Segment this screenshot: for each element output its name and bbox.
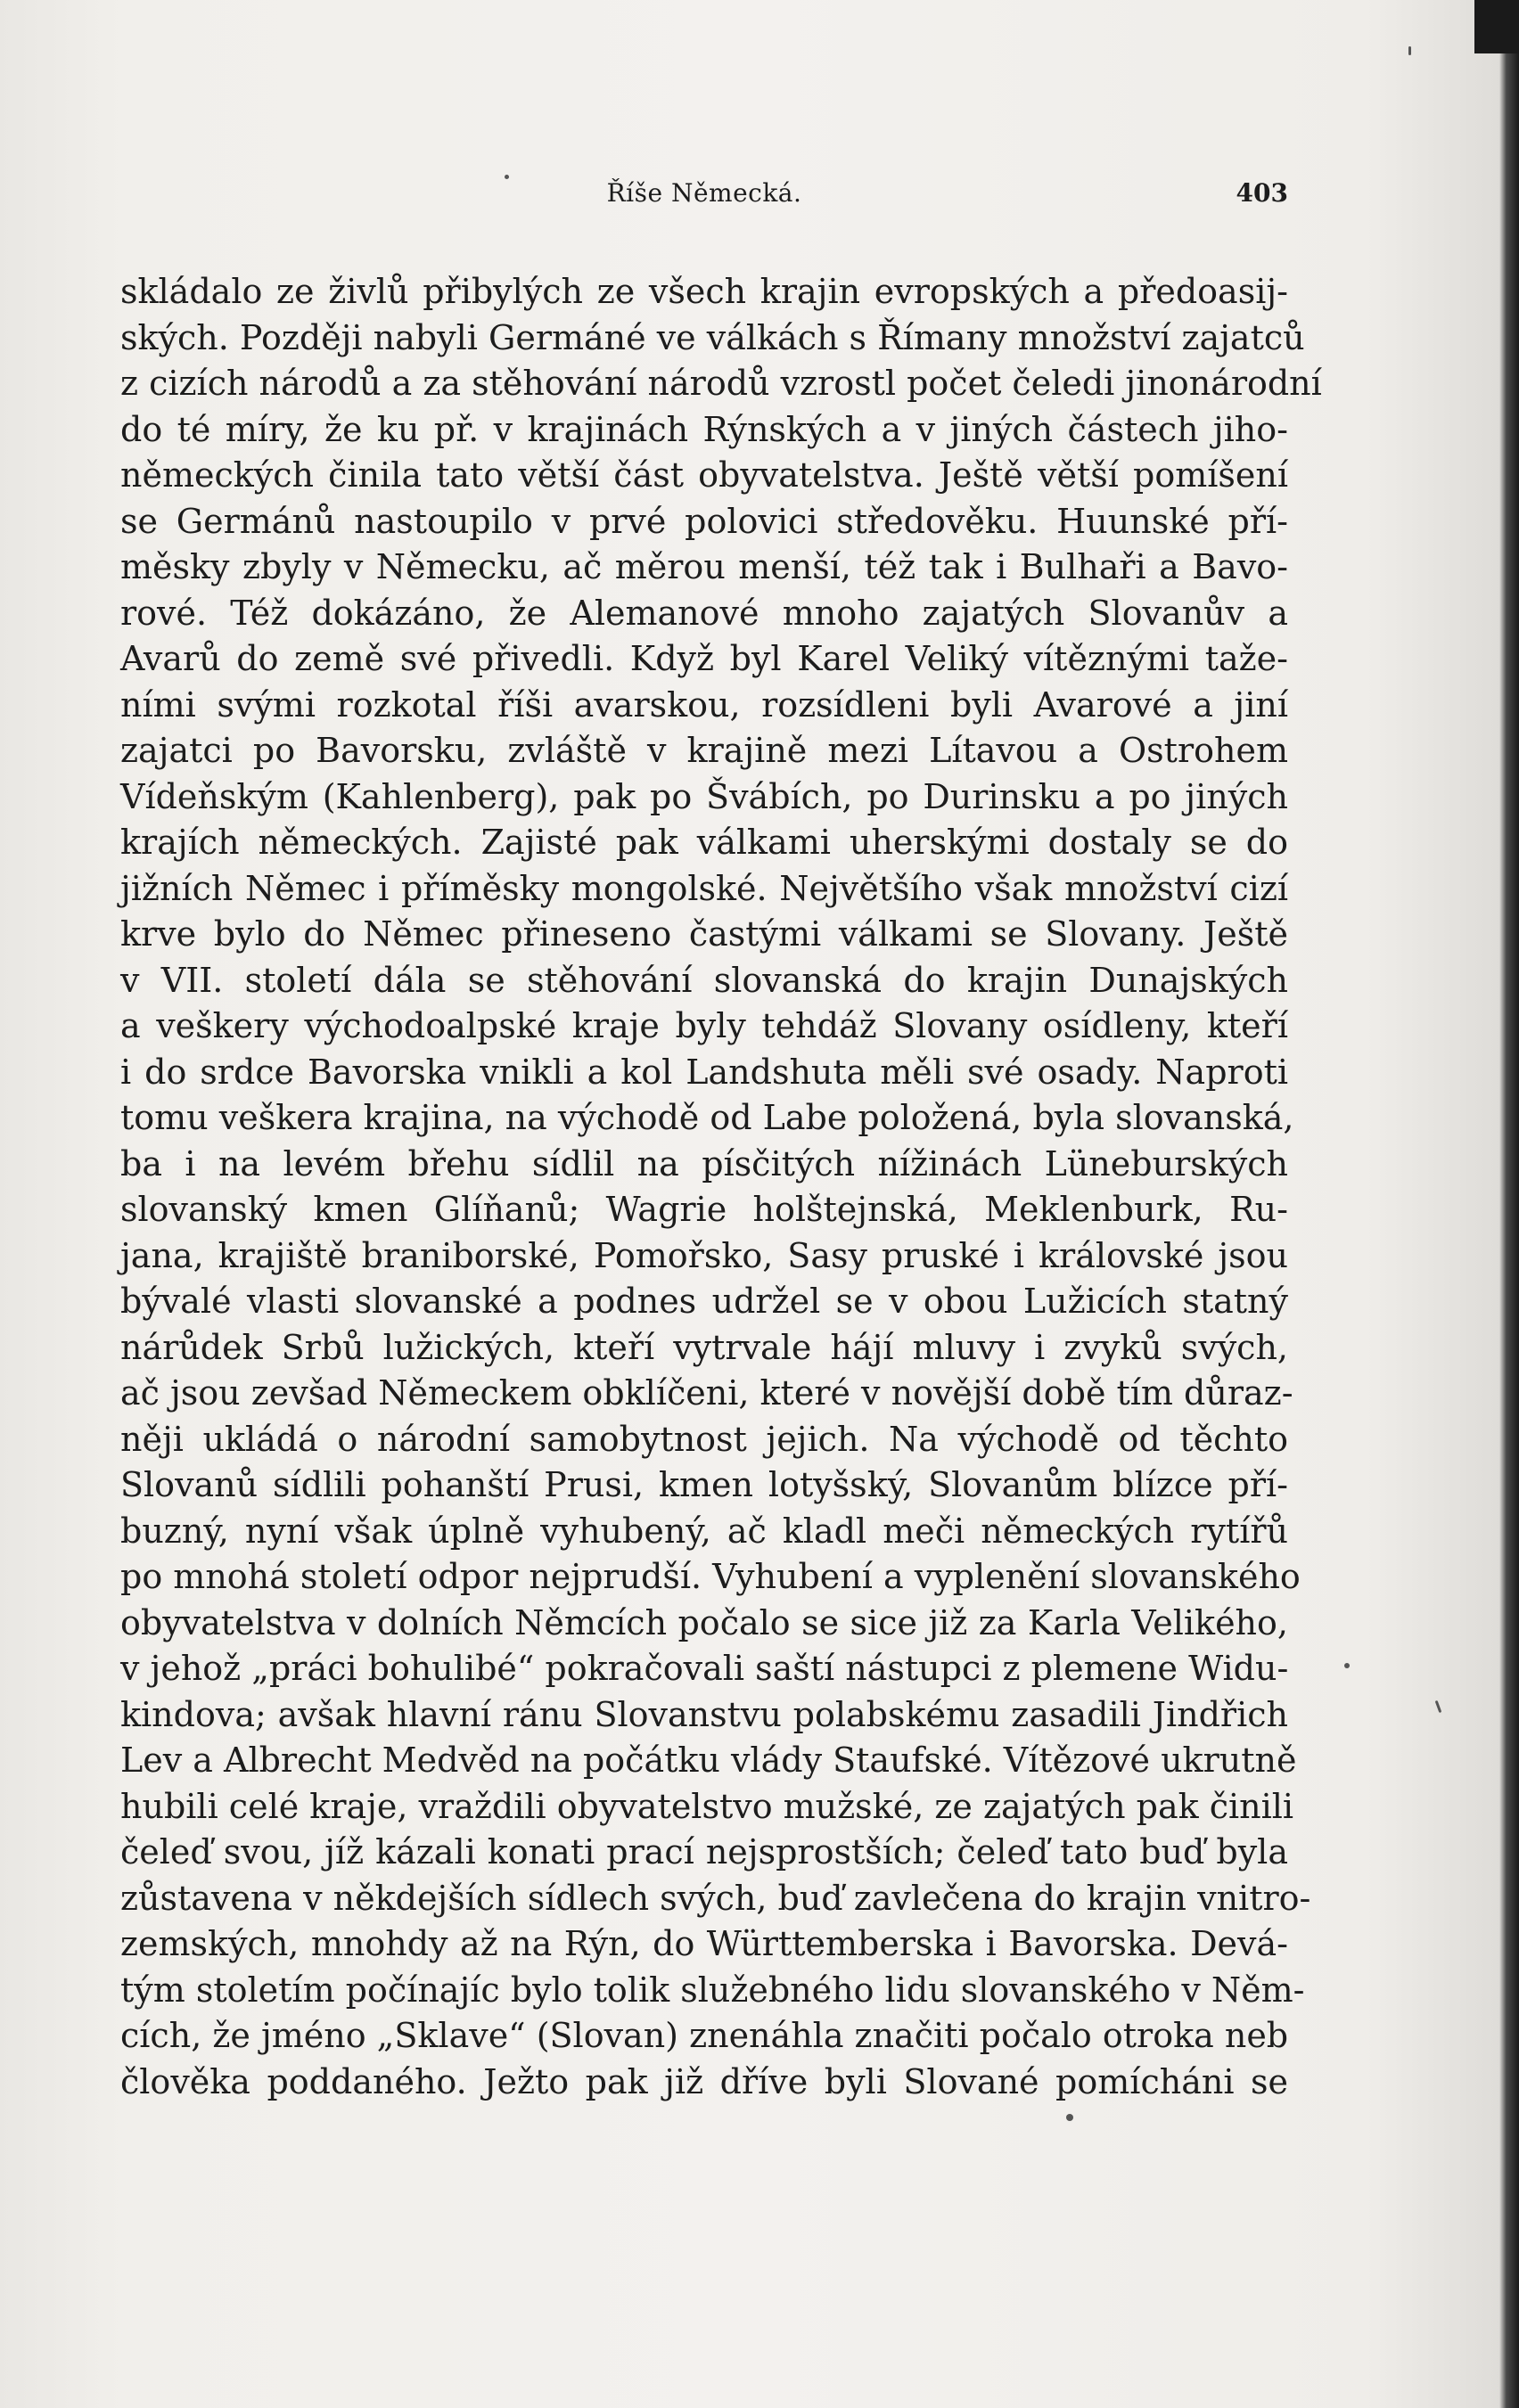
text-line: Slovanů sídlili pohanští Prusi, kmen lotyšský, Slovanům blízce pří- <box>120 1465 1288 1504</box>
text-line: kindova; avšak hlavní ránu Slovanstvu polabskému zasadili Jindřich <box>120 1694 1288 1734</box>
text-line: Avarů do země své přivedli. Když byl Karel Veliký vítěznými taže- <box>120 639 1288 678</box>
book-spine-shadow <box>1499 0 1519 2408</box>
text-line: tomu veškera krajina, na východě od Labe položená, byla slovanská, <box>120 1098 1294 1137</box>
text-line: do té míry, že ku př. v krajinách Rýnských a v jiných částech jiho- <box>120 409 1288 449</box>
running-title: Říše Německá. <box>606 178 802 208</box>
text-line: cích, že jméno „Sklave“ (Slovan) znenáhla značiti počalo otroka neb <box>120 2016 1289 2055</box>
text-line: ba i na levém břehu sídlil na písčitých nížinách Lüneburských <box>120 1143 1288 1184</box>
text-line: slovanský kmen Glíňanů; Wagrie holštejnská, Meklenburk, Ru- <box>120 1190 1288 1229</box>
text-line: obyvatelstva v dolních Němcích počalo se sice již za Karla Velikého, <box>120 1602 1288 1642</box>
text-line: čeleď svou, jíž kázali konati prací nejsprostších; čeleď tato buď byla <box>120 1832 1288 1872</box>
text-line: jana, krajiště braniborské, Pomořsko, Sasy pruské i královské jsou <box>120 1235 1288 1275</box>
text-line: bývalé vlasti slovanské a podnes udržel se v obou Lužicích statný <box>120 1282 1288 1321</box>
text-line: měsky zbyly v Německu, ač měrou menší, též tak i Bulhaři a Bavo- <box>120 547 1288 586</box>
text-line: tým stoletím počínajíc bylo tolik služebného lidu slovanského v Něm- <box>120 1970 1305 2010</box>
text-line: německých činila tato větší část obyvatelstva. Ještě větší pomíšení <box>120 455 1288 495</box>
text-line: z cizích národů a za stěhování národů vzrostl počet čeledi jinonárodní <box>120 364 1322 403</box>
scan-speck <box>1408 46 1411 55</box>
text-line: krajích německých. Zajisté pak válkami uherskými dostaly se do <box>120 823 1288 862</box>
scan-speck <box>505 175 509 179</box>
page-number: 403 <box>1236 178 1288 208</box>
text-line: Vídeňským (Kahlenberg), pak po Švábích, po Durinsku a po jiných <box>120 776 1288 816</box>
text-line: skládalo ze živlů přibylých ze všech krajin evropských a předoasij- <box>120 272 1288 311</box>
text-line: zajatci po Bavorsku, zvláště v krajině mezi Lítavou a Ostrohem <box>120 731 1288 770</box>
text-line: ač jsou zevšad Německem obklíčeni, které v novější době tím důraz- <box>120 1373 1293 1413</box>
text-line: buzný, nyní však úplně vyhubený, ač kladl meči německých rytířů <box>120 1511 1288 1551</box>
text-line: se Germánů nastoupilo v prvé polovici středověku. Huunské pří- <box>120 501 1288 541</box>
text-line: ských. Později nabyli Germáné ve válkách s Římany množství zajatců <box>120 317 1305 357</box>
text-line: po mnohá století odpor nejprudší. Vyhubení a vyplenění slovanského <box>120 1557 1301 1596</box>
text-line: krve bylo do Němec přineseno častými válkami se Slovany. Ještě <box>120 914 1288 954</box>
text-line: ními svými rozkotal říši avarskou, rozsídleni byli Avarové a jiní <box>120 684 1288 725</box>
text-line: hubili celé kraje, vraždili obyvatelstvo mužské, ze zajatých pak činili <box>120 1786 1294 1826</box>
text-line: v jehož „práci bohulibé“ pokračovali saští nástupci z plemene Widu- <box>120 1649 1289 1688</box>
text-line: i do srdce Bavorska vnikli a kol Landshuta měli své osady. Naproti <box>120 1052 1288 1092</box>
text-line: a veškery východoalpské kraje byly tehdáž Slovany osídleny, kteří <box>120 1006 1288 1045</box>
text-line: jižních Němec i příměsky mongolské. Největšího však množství cizí <box>120 868 1288 908</box>
body-text <box>120 269 1322 2105</box>
text-line: zemských, mnohdy až na Rýn, do Württemberska i Bavorska. Devá- <box>120 1924 1288 1963</box>
text-line: zůstavena v někdejších sídlech svých, buď zavlečena do krajin vnitro- <box>120 1878 1311 1918</box>
book-spine-corner <box>1474 0 1519 53</box>
page-header <box>120 178 1288 214</box>
text-line: člověka poddaného. Ježto pak již dříve byli Slované pomícháni se <box>120 2061 1288 2101</box>
scan-speck <box>1066 2114 1073 2121</box>
text-line: nárůdek Srbů lužických, kteří vytrvale hájí mluvy i zvyků svých, <box>120 1327 1288 1367</box>
scan-speck <box>1344 1663 1350 1668</box>
text-line: Lev a Albrecht Medvěd na počátku vlády Staufské. Vítězové ukrutně <box>120 1740 1297 1780</box>
text-line: rové. Též dokázáno, že Alemanové mnoho zajatých Slovanův a <box>120 593 1288 633</box>
text-line: v VII. století dála se stěhování slovanská do krajin Dunajských <box>120 960 1288 1000</box>
text-line: něji ukládá o národní samobytnost jejich. Na východě od těchto <box>120 1419 1288 1459</box>
